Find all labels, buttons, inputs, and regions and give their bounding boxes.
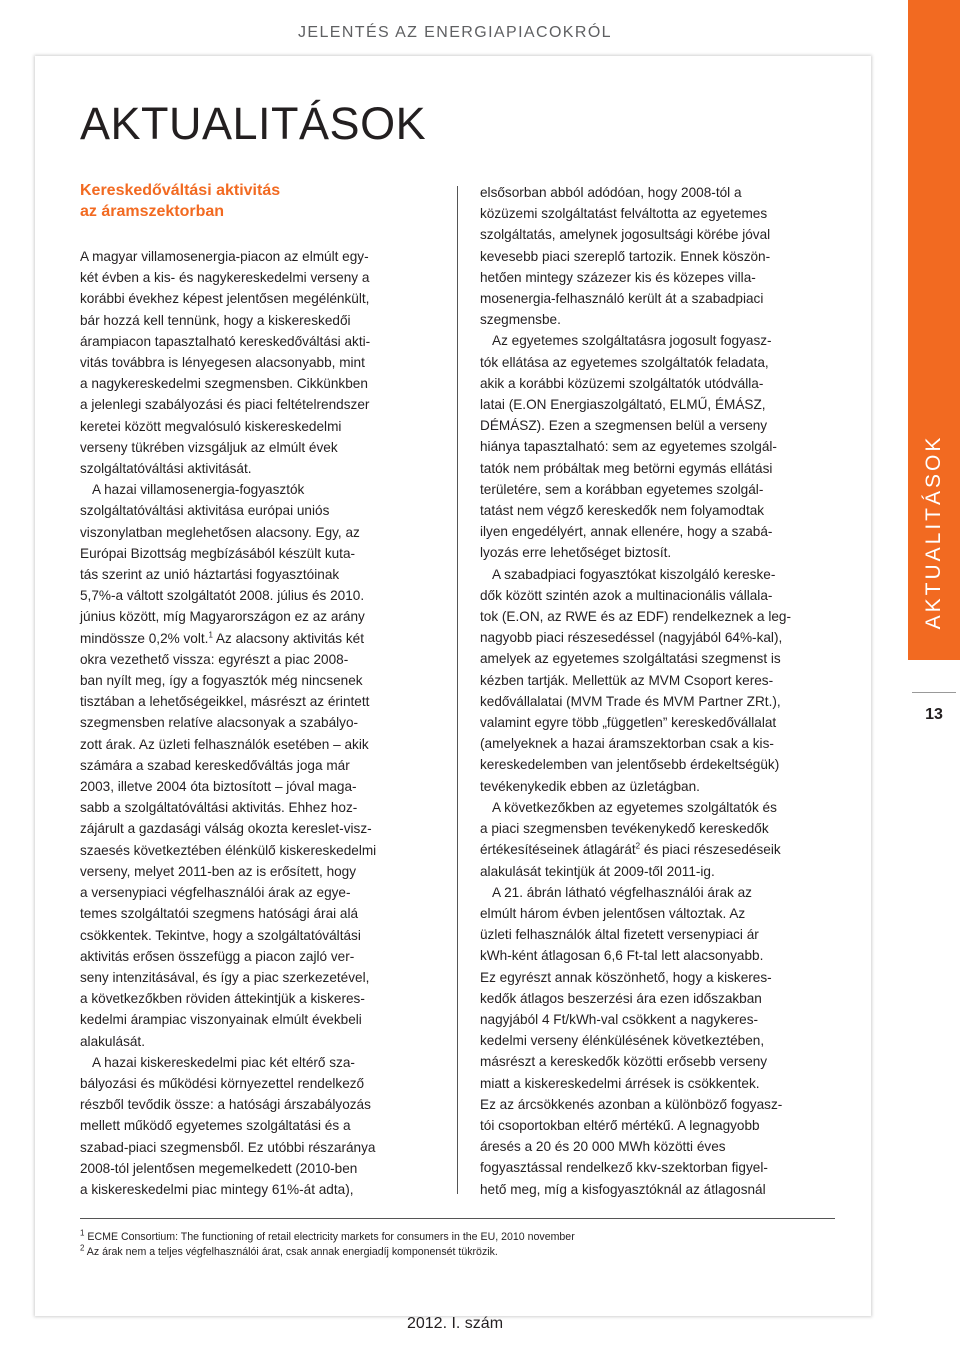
footnote-divider (80, 1218, 835, 1219)
page-title: AKTUALITÁSOK (80, 98, 427, 149)
footer-issue: 2012. I. szám (406, 1315, 504, 1332)
side-tab-label: AKTUALITÁSOK (922, 434, 945, 630)
column-divider (457, 186, 458, 1194)
paragraph-text: és piaci részesedéseik alakulását tekintjük át 2009-től 2011-ig. (480, 842, 781, 879)
footnote-number: 1 (80, 1228, 85, 1238)
paragraph: A magyar villamosenergia-piacon az elmúlt egy- két évben a kis- és nagykereskedelmi verseny a korábbi évekhez képest jelentősen megélénkült, bár hozzá kell tennünk, hogy a kiskereskedői árampiacon tapasztalható kereskedőváltási akti- vitás továbbra is lényegesen alacsonyabb, mint a nagykereskedelmi szegmensben. Cikkünkben a jelenlegi szabályozási és piaci feltételrendszer keretei között megvalósuló kiskereskedelmi verseny tükrében vizsgáljuk az elmúlt évek szolgáltatóváltási aktivitását. (80, 249, 371, 477)
footnote (80, 1230, 840, 1245)
footnote-text: ECME Consortium: The functioning of retail electricity markets for consumers in the EU, 2010 november (84, 1231, 575, 1243)
paragraph: Az egyetemes szolgáltatásra jogosult fogyasz- tók ellátása az egyetemes szolgáltatók feladata, akik a korábbi közüzemi szolgáltatók utódválla- latai (E.ON Energiaszolgáltató, ELMŰ, ÉMÁSZ, DÉMÁSZ). Ezen a szegmensen belül a verseny hiánya tapasztalható: sem az egyetemes szolgál- tatók nem próbáltak meg betörni egymás ellátási területére, sem a korábban egyetemes szolgál- tatást nem végző kereskedők nem folyamodtak ilyen engedélyért, annak ellenére, hogy a szabá- lyozás erre lehetőséget biztosít. (480, 333, 777, 561)
running-header: JELENTÉS AZ ENERGIAPIACOKRÓL (298, 24, 612, 41)
page-number-divider (912, 692, 956, 693)
left-column (80, 246, 420, 1200)
footnote-marker: 2 (635, 841, 641, 851)
paragraph-text: A hazai villamosenergia-fogyasztók szolgáltatóváltási aktivitása európai uniós viszonylatban meglehetősen alacsony. Egy, az Európai Bizottság megbízásából készült kuta- tás szerint az unió háztartási fogyasztóinak 5,7%-a váltott szolgáltatót 2008. július és 2010. június között, míg Magyarországon ez az arány mindössze 0,2% volt. (80, 482, 365, 646)
paragraph: A 21. ábrán látható végfelhasználói árak az elmúlt három évben jelentősen változtak. Az üzleti felhasználók által fizetett versenypiaci ár kWh-ként átlagosan 6,6 Ft-tal lett alacsonyabb. Ez egyrészt annak köszönhető, hogy a kiskeres- kedők átlagos beszerzési ára ezen időszakban nagyjából 4 Ft/kWh-val csökkent a nagykeres- kedelmi verseny élénkülésének következtében, másrészt a kereskedők közötti erősebb verseny miatt a kiskereskedelmi árrések is csökkentek. Ez az árcsökkenés azonban a különböző fogyasz- tói csoportokban eltérő mértékű. A legnagyobb áresés a 20 és 20 000 MWh közötti éves fogyasztással rendelkező kkv-szektorban figyel- hető meg, míg a kisfogyasztóknál az átlagosnál (480, 884, 783, 1197)
footnote-marker: 1 (208, 630, 213, 640)
paragraph-text: Az alacsony aktivitás két okra vezethető vissza: egyrészt a piac 2008- ban nyílt meg, így a fogyasztók még nincsenek tisztában a lehetőségeikkel, másrészt az érintett szegmensben relatíve alacsonyak a szabályo- zott árak. Az üzleti felhasználók esetében – akik számára a szabad kereskedőváltás joga már 2003, illetve 2004 óta biztosított – jóval maga- sabb a szolgáltatóváltási aktivitás. Ehhez hoz- zájárult a gazdasági válság okozta kereslet-visz- szaesés következtében élénkülő kiskereskedelmi verseny, melyet 2011-ben az is erősített, hogy a versenypiaci végfelhasználói árak az egye- temes szolgáltatói szegmens hatósági árai alá csökkentek. Tekintve, hogy a szolgáltatóváltási aktivitás erősen összefügg a piacon zajló ver- seny intenzitásával, és így a piac szerkezetével, a következőkben röviden áttekintjük a kiskeres- kedelmi árampiac viszonyainak elmúlt évekbeli alakulását. (80, 630, 377, 1049)
paragraph: elsősorban abból adódóan, hogy 2008-tól a közüzemi szolgáltatást felváltotta az egyetemes szolgáltatás, amelynek jogosultsági körébe jóval kevesebb piaci szereplő tartozik. Ennek köszön- hetően mintegy százezer kis és közepes villa- mosenergia-felhasználó került át a szabadpiaci szegmensbe. (480, 185, 771, 328)
footnotes (80, 1230, 840, 1259)
section-heading: Kereskedőváltási aktivitás az áramszektorban (80, 182, 281, 220)
paragraph-text: A következőkben az egyetemes szolgáltatók és a piaci szegmensben tevékenykedő kereskedők értékesítéseinek átlagárát (480, 799, 777, 858)
paragraph: A szabadpiaci fogyasztókat kiszolgáló kereske- dők között szintén azok a multinacionális vállala- tok (E.ON, az RWE és az EDF) rendelkeznek a leg- nagyobb piaci részesedéssel (nagyjából 64%-kal), amelyek az egyetemes szolgáltatási szegmenst is kézben tartják. Mellettük az MVM Csoport keres- kedővállalatai (MVM Trade és MVM Partner ZRt.), valamint egyre több „független” kereskedővállalat (amelyeknek a hazai áramszektorban csak a kis- kereskedelemben van jelentősebb érdekeltségük) tevékenykedik ebben az üzletágban. (480, 566, 792, 794)
page-number: 13 (925, 706, 943, 723)
paragraph: A hazai kiskereskedelmi piac két eltérő sza- bályozási és működési környezettel rendelkező részből tevődik össze: a hatósági árszabályozás mellett működő egyetemes szolgáltatási és a szabad-piaci szegmensből. Ez utóbbi részaránya 2008-tól jelentősen megemelkedett (2010-ben a kiskereskedelmi piac mintegy 61%-át adta), (80, 1054, 376, 1197)
footnote (80, 1245, 840, 1260)
footnote-number: 2 (80, 1243, 85, 1253)
paragraph (480, 797, 832, 882)
footnote-text: Az árak nem a teljes végfelhasználói árat, csak annak energiadíj komponensét tükrözik. (84, 1245, 498, 1258)
paragraph (80, 479, 420, 1051)
right-column (480, 182, 832, 1200)
